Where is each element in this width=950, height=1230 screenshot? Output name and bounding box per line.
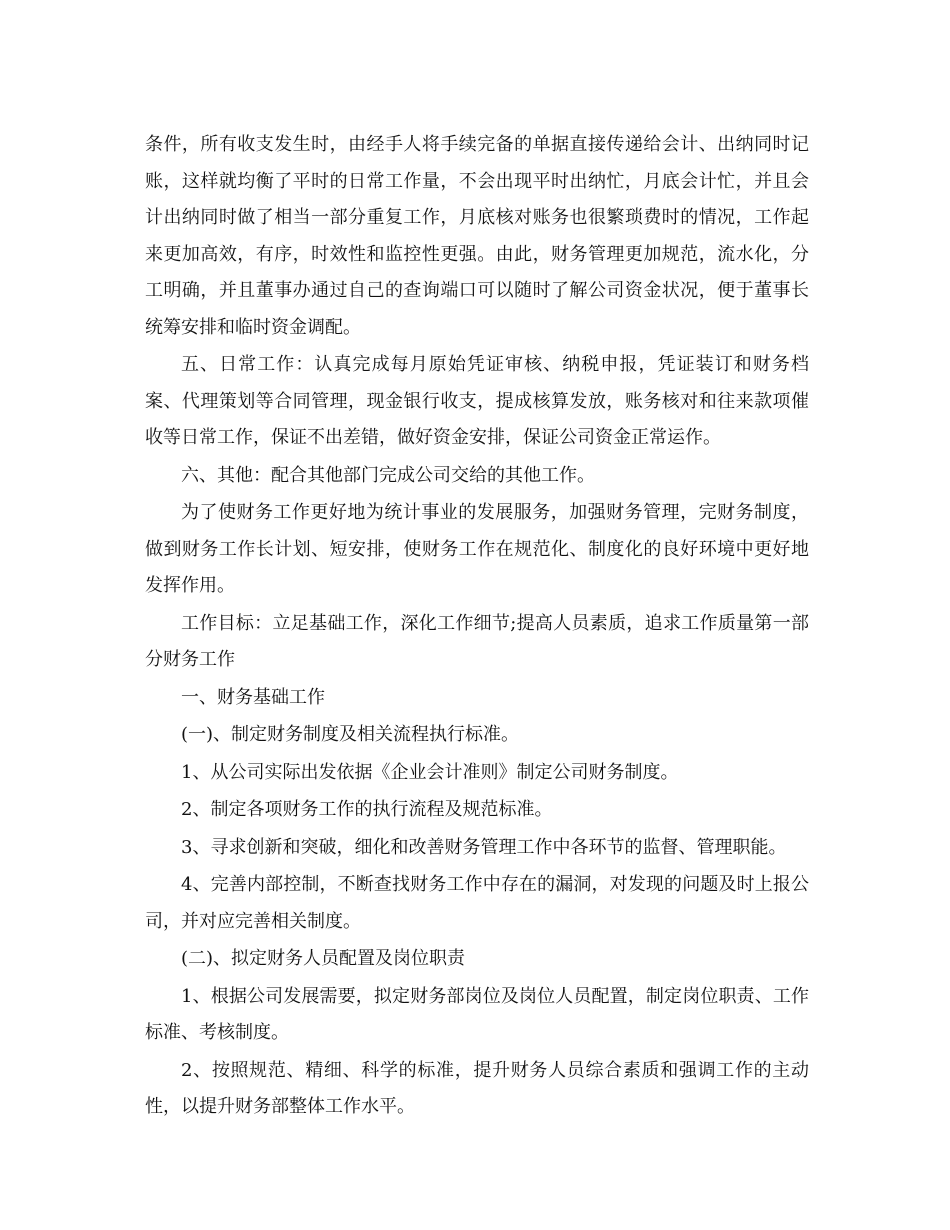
paragraph-daily-work: 五、日常工作：认真完成每月原始凭证审核、纳税申报，凭证装订和财务档案、代理策划等合同管理，现金银行收支，提成核算发放，账务核对和往来款项催收等日常工作，保证不出差错，做好资金安排，保证公司资金正常运作。: [145, 354, 809, 448]
paragraph-other: 六、其他：配合其他部门完成公司交给的其他工作。: [181, 464, 595, 486]
list-item-staffing-2: 2、按照规范、精细、科学的标准，提升财务人员综合素质和强调工作的主动性，以提升财务部整体工作水平。: [145, 1059, 809, 1117]
paragraph-purpose: 为了使财务工作更好地为统计事业的发展服务，加强财务管理，完财务制度，做到财务工作长计划、短安排，使财务工作在规范化、制度化的良好环境中更好地发挥作用。: [145, 502, 809, 596]
subheading-staffing: (二)、拟定财务人员配置及岗位职责: [181, 948, 466, 969]
list-item-1: 1、从公司实际出发依据《企业会计准则》制定公司财务制度。: [181, 761, 679, 783]
document-body: [145, 127, 809, 1127]
heading-finance-basics: 一、财务基础工作: [181, 686, 325, 708]
paragraph-continuation: 条件，所有收支发生时，由经手人将手续完备的单据直接传递给会计、出纳同时记账，这样就均衡了平时的日常工作量，不会出现平时出纳忙，月底会计忙，并且会计出纳同时做了相当一部分重复工作，月底核对账务也很繁琐费时的情况，工作起来更加高效，有序，时效性和监控性更强。由此，财务管理更加规范，流水化，分工明确，并且董事办通过自己的查询端口可以随时了解公司资金状况，便于董事长统筹安排和临时资金调配。: [145, 134, 809, 338]
paragraph-work-goal: 工作目标：立足基础工作，深化工作细节;提高人员素质，追求工作质量第一部分财务工作: [145, 612, 809, 670]
subheading-policies: (一)、制定财务制度及相关流程执行标准。: [181, 724, 520, 745]
list-item-2: 2、制定各项财务工作的执行流程及规范标准。: [181, 799, 553, 820]
list-item-3: 3、寻求创新和突破，细化和改善财务管理工作中各环节的监督、管理职能。: [181, 836, 787, 858]
list-item-4: 4、完善内部控制，不断查找财务工作中存在的漏洞，对发现的问题及时上报公司，并对应完善相关制度。: [145, 874, 809, 932]
list-item-staffing-1: 1、根据公司发展需要，拟定财务部岗位及岗位人员配置，制定岗位职责、工作标准、考核制度。: [145, 985, 809, 1043]
